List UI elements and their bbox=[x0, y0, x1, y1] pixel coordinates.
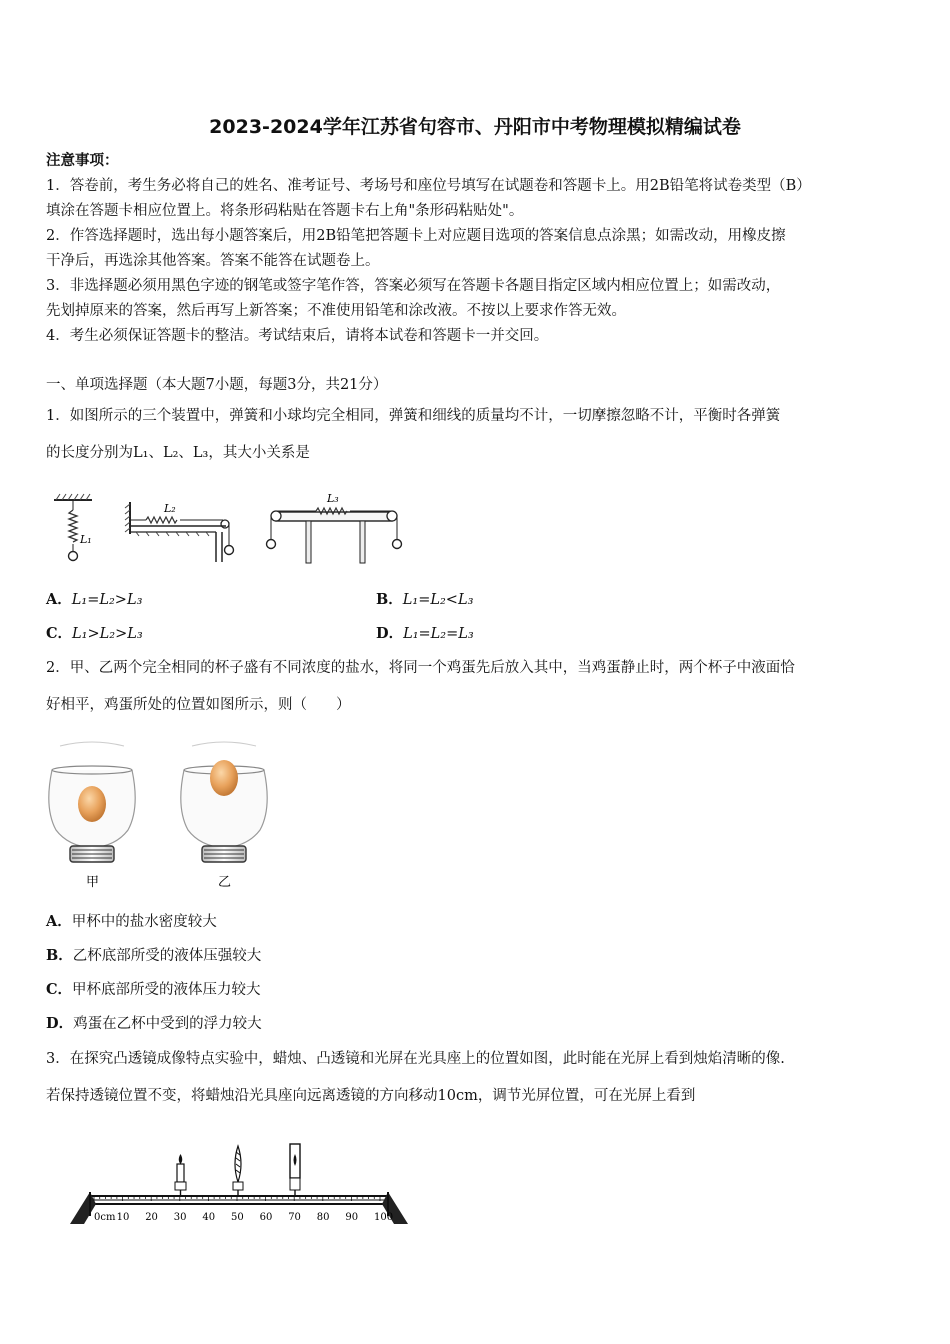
page-title: 2023-2024学年江苏省句容市、丹阳市中考物理模拟精编试卷 bbox=[209, 116, 741, 138]
q2-option-d[interactable] bbox=[46, 1014, 262, 1034]
option-letter: C． bbox=[46, 625, 73, 642]
cup-jia bbox=[49, 742, 135, 890]
option-letter: D． bbox=[46, 1015, 74, 1032]
q2-option-a[interactable] bbox=[46, 912, 217, 932]
bench-tick-label: 10 bbox=[116, 1212, 130, 1223]
cup-yi bbox=[181, 742, 267, 890]
section-heading: 一、单项选择题（本大题7小题，每题3分，共21分） bbox=[46, 377, 388, 393]
egg-in-jia bbox=[78, 786, 106, 822]
notice-heading: 注意事项： bbox=[46, 152, 119, 169]
bench-tick-labels bbox=[94, 1212, 393, 1223]
option-text: 鸡蛋在乙杯中受到的浮力较大 bbox=[73, 1016, 262, 1032]
notice-line: 2．作答选择题时，选出每小题答案后，用2B铅笔把答题卡上对应题目选项的答案信息点涂黑；如需改动，用橡皮擦 bbox=[46, 228, 786, 244]
notice-line: 1．答卷前，考生务必将自己的姓名、准考证号、考场号和座位号填写在试题卷和答题卡上。用2B铅笔将试卷类型（B） bbox=[46, 178, 811, 194]
q1-spring-figure bbox=[48, 488, 418, 568]
bench-tick-label: 0cm bbox=[94, 1212, 116, 1223]
bench-tick-label: 20 bbox=[145, 1212, 158, 1223]
label-l2: L₂ bbox=[164, 502, 176, 515]
convex-lens bbox=[233, 1146, 243, 1196]
option-letter: B． bbox=[376, 591, 403, 608]
q1-option-a[interactable] bbox=[46, 590, 142, 610]
q3-stem-line2: 若保持透镜位置不变，将蜡烛沿光具座向远离透镜的方向移动10cm，调节光屏位置，可在光屏上看到 bbox=[46, 1088, 696, 1104]
bench-tick-label: 100 bbox=[374, 1212, 394, 1223]
option-text: L₁=L₂<L₃ bbox=[402, 592, 474, 608]
light-screen bbox=[290, 1144, 300, 1196]
q1-stem-line2: 的长度分别为L₁、L₂、L₃，其大小关系是 bbox=[46, 445, 310, 461]
bench-tick-label: 80 bbox=[316, 1212, 330, 1223]
option-text: 甲杯底部所受的液体压力较大 bbox=[72, 982, 261, 998]
label-l3: L₃ bbox=[327, 492, 339, 505]
notice-line: 填涂在答题卡相应位置上。将条形码粘贴在答题卡右上角"条形码粘贴处"。 bbox=[46, 203, 524, 219]
notice-line: 干净后，再选涂其他答案。答案不能答在试题卷上。 bbox=[46, 253, 380, 269]
q2-option-c[interactable] bbox=[46, 980, 261, 1000]
notice-line: 先划掉原来的答案，然后再写上新答案；不准使用铅笔和涂改液。不按以上要求作答无效。 bbox=[46, 303, 626, 319]
bench-tick-label: 90 bbox=[345, 1212, 359, 1223]
option-letter: B． bbox=[46, 947, 73, 964]
option-letter: D． bbox=[376, 625, 404, 642]
candle bbox=[175, 1154, 186, 1196]
spring-device-2 bbox=[125, 502, 234, 562]
q1-stem-line1: 1．如图所示的三个装置中，弹簧和小球均完全相同，弹簧和细线的质量均不计，一切摩擦忽略不计，平衡时各弹簧 bbox=[46, 408, 781, 424]
q3-optical-bench-figure bbox=[66, 1140, 416, 1230]
notice-line: 3．非选择题必须用黑色字迹的钢笔或签字笔作答，答案必须写在答题卡各题目指定区域内相应位置上；如需改动， bbox=[46, 278, 781, 294]
option-text: L₁=L₂>L₃ bbox=[71, 592, 143, 608]
label-l1: L₁ bbox=[80, 533, 92, 546]
q1-option-b[interactable] bbox=[376, 590, 473, 610]
q1-option-c[interactable] bbox=[46, 624, 143, 644]
q3-stem-line1: 3．在探究凸透镜成像特点实验中，蜡烛、凸透镜和光屏在光具座上的位置如图，此时能在光屏上看到烛焰清晰的像. bbox=[46, 1051, 785, 1067]
spring-device-3 bbox=[267, 492, 402, 563]
q2-option-b[interactable] bbox=[46, 946, 261, 966]
option-letter: A． bbox=[46, 913, 72, 930]
bench-tick-label: 30 bbox=[173, 1212, 187, 1223]
q2-egg-cups-figure bbox=[42, 738, 282, 890]
option-letter: A． bbox=[46, 591, 72, 608]
option-text: L₁>L₂>L₃ bbox=[72, 626, 143, 642]
q2-stem-line1: 2．甲、乙两个完全相同的杯子盛有不同浓度的盐水，将同一个鸡蛋先后放入其中，当鸡蛋静止时，两个杯子中液面恰 bbox=[46, 660, 795, 676]
q2-stem-line2: 好相平，鸡蛋所处的位置如图所示，则（ ） bbox=[46, 697, 351, 713]
q1-option-d[interactable] bbox=[376, 624, 474, 644]
egg-in-yi bbox=[210, 760, 238, 796]
option-letter: C． bbox=[46, 981, 73, 998]
option-text: 乙杯底部所受的液体压强较大 bbox=[72, 948, 262, 964]
bench-tick-label: 60 bbox=[259, 1212, 273, 1223]
notice-line: 4．考生必须保证答题卡的整洁。考试结束后，请将本试卷和答题卡一并交回。 bbox=[46, 328, 549, 344]
bench-tick-label: 50 bbox=[231, 1212, 244, 1223]
spring-device-1 bbox=[54, 494, 92, 561]
cup-label-jia: 甲 bbox=[86, 875, 100, 890]
option-text: 甲杯中的盐水密度较大 bbox=[71, 914, 217, 930]
bench-tick-label: 70 bbox=[288, 1212, 301, 1223]
cup-label-yi: 乙 bbox=[218, 875, 232, 890]
option-text: L₁=L₂=L₃ bbox=[403, 626, 474, 642]
bench-tick-label: 40 bbox=[202, 1212, 216, 1223]
